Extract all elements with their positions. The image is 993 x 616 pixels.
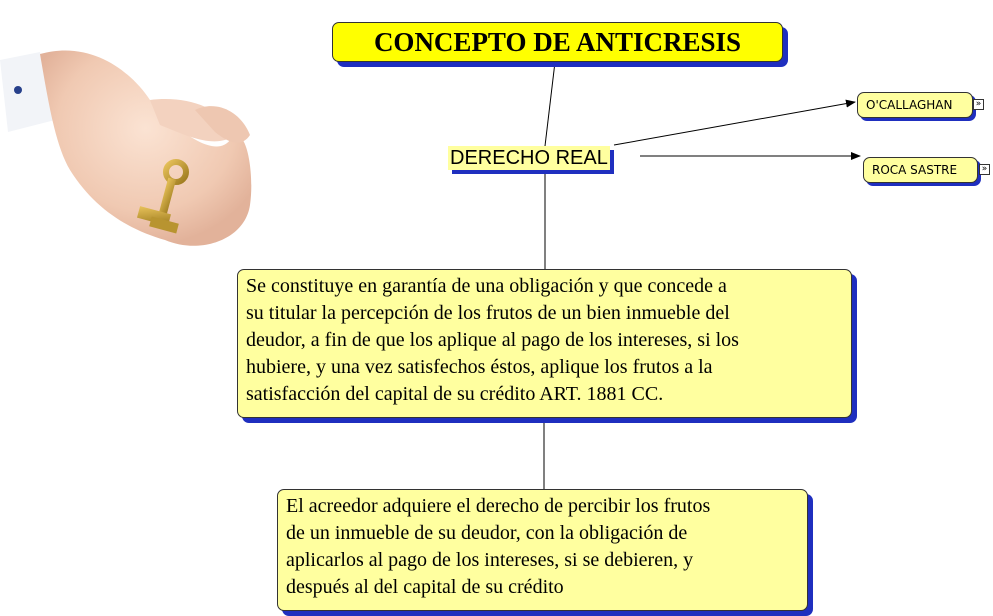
branch-roca-sastre[interactable]: ROCA SASTRE: [863, 157, 978, 183]
line-title-to-derecho: [545, 62, 555, 146]
derecho-real-node: DERECHO REAL: [450, 147, 608, 169]
branch-ocallaghan[interactable]: O'CALLAGHAN: [857, 92, 973, 118]
arrow-to-ocallaghan: [614, 102, 855, 145]
expand-ocallaghan-icon[interactable]: »: [973, 99, 984, 110]
definition-box-2: El acreedor adquiere el derecho de percibir los frutos de un inmueble de su deudor, con la obligación de aplicarlos al pago de los intereses, si se debieren, y después al del capital de su crédito: [277, 489, 808, 611]
expand-roca-sastre-icon[interactable]: »: [979, 164, 990, 175]
hand-with-key-image: [0, 40, 270, 260]
concept-title: CONCEPTO DE ANTICRESIS: [332, 22, 783, 62]
definition-box-1: Se constituye en garantía de una obligación y que concede a su titular la percepción de los frutos de un bien inmueble del deudor, a fin de que los aplique al pago de los intereses, si los hubiere, y una vez satisfechos éstos, aplique los frutos a la satisfacción del capital de su crédito ART. 1881 CC.: [237, 269, 852, 418]
